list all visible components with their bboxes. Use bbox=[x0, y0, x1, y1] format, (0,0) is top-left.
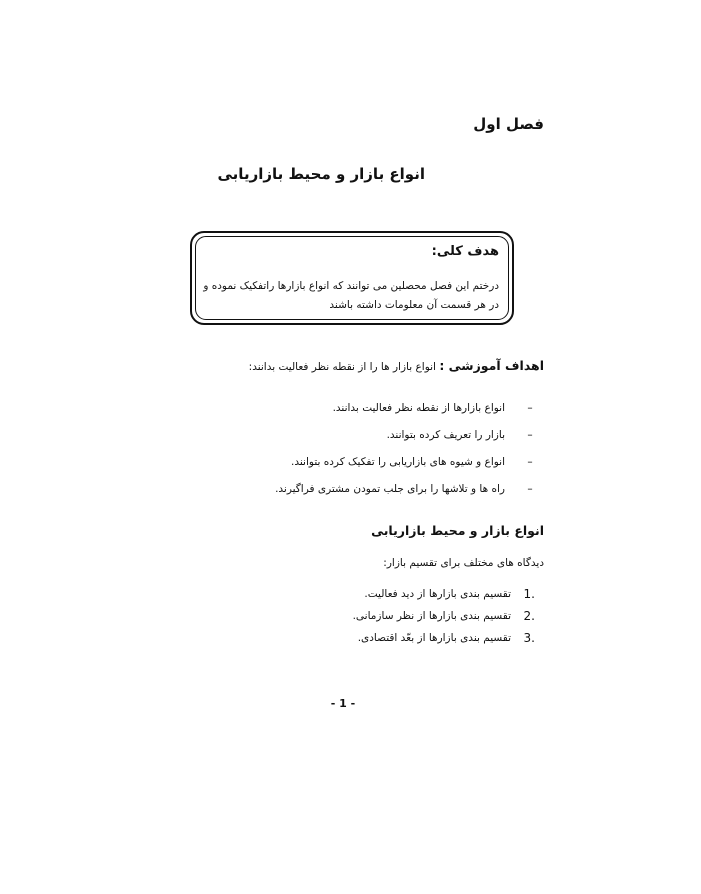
list-item bbox=[275, 429, 535, 456]
page-title: انواع بازار و محیط بازاریابی bbox=[217, 165, 425, 183]
general-goal-box bbox=[190, 231, 514, 325]
general-goal-line-1: درختم این فصل محصلین می توانند که انواع بازارها راتفکیک نموده و bbox=[203, 280, 499, 292]
dash-bullet-icon: – bbox=[527, 456, 533, 468]
list-item-text: انواع و شیوه های بازاریابی را تفکیک کرده بتوانند. bbox=[291, 456, 505, 468]
list-item-text: انواع بازارها از نقطه نظر فعالیت بدانند. bbox=[332, 402, 505, 414]
list-number: 1. bbox=[523, 587, 535, 601]
dash-bullet-icon: – bbox=[527, 483, 533, 495]
educational-goals-list bbox=[275, 402, 535, 510]
list-item-text: تقسیم بندی بازارها از دید فعالیت. bbox=[364, 588, 511, 600]
list-item-text: بازار را تعریف کرده بتوانند. bbox=[386, 429, 505, 441]
dash-bullet-icon: – bbox=[527, 402, 533, 414]
chapter-label: فصل اول bbox=[473, 115, 544, 133]
educational-goals-intro: انواع بازار ها را از نقطه نظر فعالیت بدانند: bbox=[248, 361, 436, 373]
list-item-text: راه ها و تلاشها را برای جلب تمودن مشتری فراگیرند. bbox=[275, 483, 505, 495]
list-item bbox=[275, 456, 535, 483]
general-goal-text bbox=[203, 277, 499, 315]
page-number: - 1 - bbox=[330, 697, 356, 710]
list-item bbox=[275, 483, 535, 510]
list-item bbox=[275, 402, 535, 429]
market-division-list bbox=[353, 588, 535, 654]
section-heading: انواع بازار و محیط بازاریابی bbox=[371, 523, 544, 538]
list-item-text: تقسیم بندی بازارها از بعّد اقتصادی. bbox=[357, 632, 511, 644]
list-item-text: تقسیم بندی بازارها از نظر سازمانی. bbox=[352, 610, 511, 622]
views-intro: دیدگاه های مختلف برای تقسیم بازار: bbox=[383, 557, 544, 569]
list-item bbox=[353, 610, 535, 632]
list-item bbox=[353, 588, 535, 610]
educational-goals-label: اهداف آموزشی : bbox=[439, 358, 544, 373]
list-number: 2. bbox=[523, 609, 535, 623]
general-goal-heading: هدف کلی: bbox=[431, 244, 499, 259]
list-number: 3. bbox=[523, 631, 535, 645]
list-item bbox=[353, 632, 535, 654]
dash-bullet-icon: – bbox=[527, 429, 533, 441]
educational-goals-line bbox=[249, 358, 544, 373]
general-goal-line-2: در هر قسمت آن معلومات داشته باشند bbox=[329, 299, 499, 311]
